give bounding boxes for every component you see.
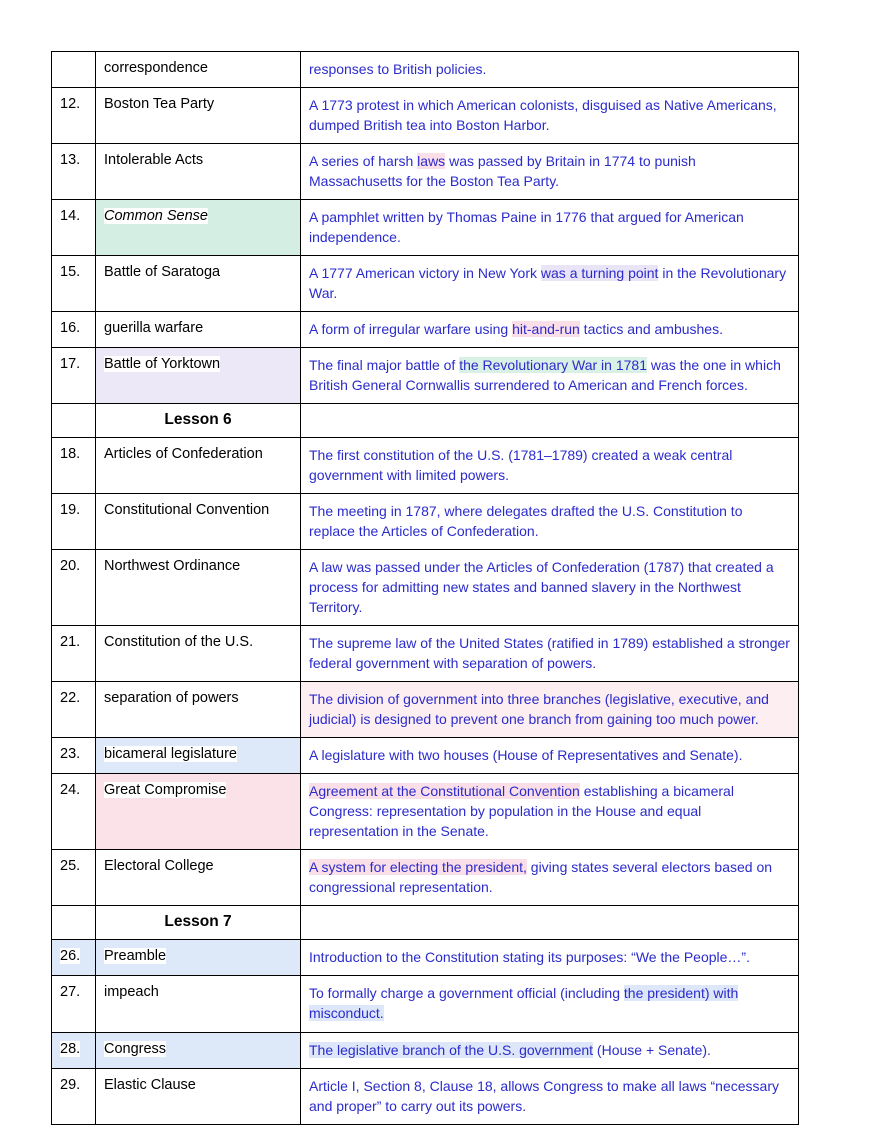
row-term: Constitution of the U.S. [96,626,301,682]
row-number: 23. [52,738,96,774]
definition-text-part: tactics and ambushes. [579,321,723,338]
row-definition: responses to British policies. [301,52,799,88]
vocabulary-sheet [51,51,798,1125]
row-definition [301,312,799,348]
row-term-label: Battle of Yorktown [104,356,221,373]
row-term: Constitutional Convention [96,494,301,550]
lesson-number-cell [52,906,96,940]
lesson-number-cell [52,404,96,438]
definition-text-part: The final major battle of [309,357,460,374]
row-term [96,200,301,256]
row-number: 18. [52,438,96,494]
row-number: 25. [52,850,96,906]
row-term: Battle of Saratoga [96,256,301,312]
row-term: separation of powers [96,682,301,738]
row-definition: Introduction to the Constitution stating its purposes: “We the People…”. [301,940,799,976]
table-row [52,1032,799,1068]
row-number: 24. [52,774,96,850]
table-row [52,550,799,626]
table-row [52,348,799,404]
row-term-label: bicameral legislature [104,746,237,763]
row-term [96,774,301,850]
lesson-definition-cell [301,906,799,940]
row-definition [301,850,799,906]
row-definition: The first constitution of the U.S. (1781–1789) created a weak central government with limited powers. [301,438,799,494]
lesson-title [96,906,301,940]
row-definition: Article I, Section 8, Clause 18, allows Congress to make all laws “necessary and proper” to carry out its powers. [301,1068,799,1124]
definition-text-part: A series of harsh [309,153,418,170]
lesson-definition-cell [301,404,799,438]
definition-text-part: was passed by Britain in 1774 to punish Massachusetts for the Boston Tea Party. [309,153,696,190]
highlight-pink: hit-and-run [512,321,580,338]
table-row [52,774,799,850]
row-definition [301,348,799,404]
row-term-label: Preamble [104,948,167,965]
row-term [96,348,301,404]
table-row [52,494,799,550]
definition-text-part: giving states several electors based on congressional representation. [309,859,773,896]
row-term: Elastic Clause [96,1068,301,1124]
highlight-green: the Revolutionary War in 1781 [459,357,647,374]
row-number-label: 28. [60,1040,81,1057]
row-number: 13. [52,144,96,200]
highlight-blue: the president) with misconduct. [309,985,739,1022]
row-term-label: Common Sense [104,208,208,225]
highlight-pink: Agreement at the Constitutional Convention [309,783,580,800]
definition-text-part: in the Revolutionary War. [309,265,787,302]
highlight-pink: laws [417,153,446,170]
definition-text-part: (House + Senate). [593,1041,711,1058]
lesson-title-label: Lesson 6 [161,411,234,428]
row-number: 12. [52,88,96,144]
row-definition: The supreme law of the United States (ratified in 1789) established a stronger federal government with separation of powers. [301,626,799,682]
table-row [52,200,799,256]
row-number: 15. [52,256,96,312]
table-row [52,312,799,348]
row-term: Articles of Confederation [96,438,301,494]
highlight-blue: The legislative branch of the U.S. government [309,1041,594,1058]
row-term: Intolerable Acts [96,144,301,200]
row-term [96,1032,301,1068]
definition-text-part: was the one in which British General Cornwallis surrendered to American and French forces. [309,357,781,394]
row-definition [301,144,799,200]
row-number: 14. [52,200,96,256]
row-number: 22. [52,682,96,738]
definition-text-part: A 1777 American victory in New York [309,265,541,282]
row-number: 17. [52,348,96,404]
definition-text-part: A form of irregular warfare using [309,321,513,338]
table-row [52,144,799,200]
row-term: correspondence [96,52,301,88]
row-definition [301,774,799,850]
row-number: 21. [52,626,96,682]
row-number: 27. [52,976,96,1032]
table-row [52,1068,799,1124]
row-term [96,940,301,976]
row-definition: A 1773 protest in which American colonists, disguised as Native Americans, dumped British tea into Boston Harbor. [301,88,799,144]
row-number: 16. [52,312,96,348]
table-row [52,850,799,906]
lesson-divider-row [52,906,799,940]
row-definition: A pamphlet written by Thomas Paine in 1776 that argued for American independence. [301,200,799,256]
table-row [52,682,799,738]
row-term-label: Great Compromise [104,782,227,799]
lesson-title-label: Lesson 7 [161,913,234,930]
row-number [52,1032,96,1068]
table-row [52,626,799,682]
row-number: 29. [52,1068,96,1124]
table-row [52,52,799,88]
definition-text-part: establishing a bicameral Congress: representation by population in the House and equal representation in the Senate. [309,783,734,840]
row-definition: The meeting in 1787, where delegates drafted the U.S. Constitution to replace the Articles of Confederation. [301,494,799,550]
row-term: Boston Tea Party [96,88,301,144]
row-definition [301,256,799,312]
row-number: 19. [52,494,96,550]
row-number [52,940,96,976]
row-number: 20. [52,550,96,626]
row-definition [301,1032,799,1068]
table-row [52,256,799,312]
row-term: Northwest Ordinance [96,550,301,626]
row-definition [301,976,799,1032]
row-number [52,52,96,88]
table-row [52,738,799,774]
row-term-label: Congress [104,1040,167,1057]
row-term: guerilla warfare [96,312,301,348]
table-row [52,940,799,976]
lesson-divider-row [52,404,799,438]
definition-text-part: To formally charge a government official (including [309,985,624,1002]
row-term [96,738,301,774]
row-number-label: 26. [60,948,81,965]
table-row [52,88,799,144]
row-term: impeach [96,976,301,1032]
lesson-title [96,404,301,438]
table-row [52,976,799,1032]
table-row [52,438,799,494]
highlight-pink: A system for electing the president, [309,859,527,876]
row-definition: A law was passed under the Articles of Confederation (1787) that created a process for admitting new states and banned slavery in the Northwest Territory. [301,550,799,626]
highlight-lavender: was a turning point [540,265,659,282]
row-term: Electoral College [96,850,301,906]
vocabulary-table [51,51,799,1125]
row-definition: The division of government into three branches (legislative, executive, and judicial) is designed to prevent one branch from gaining too much power. [301,682,799,738]
row-definition: A legislature with two houses (House of Representatives and Senate). [301,738,799,774]
